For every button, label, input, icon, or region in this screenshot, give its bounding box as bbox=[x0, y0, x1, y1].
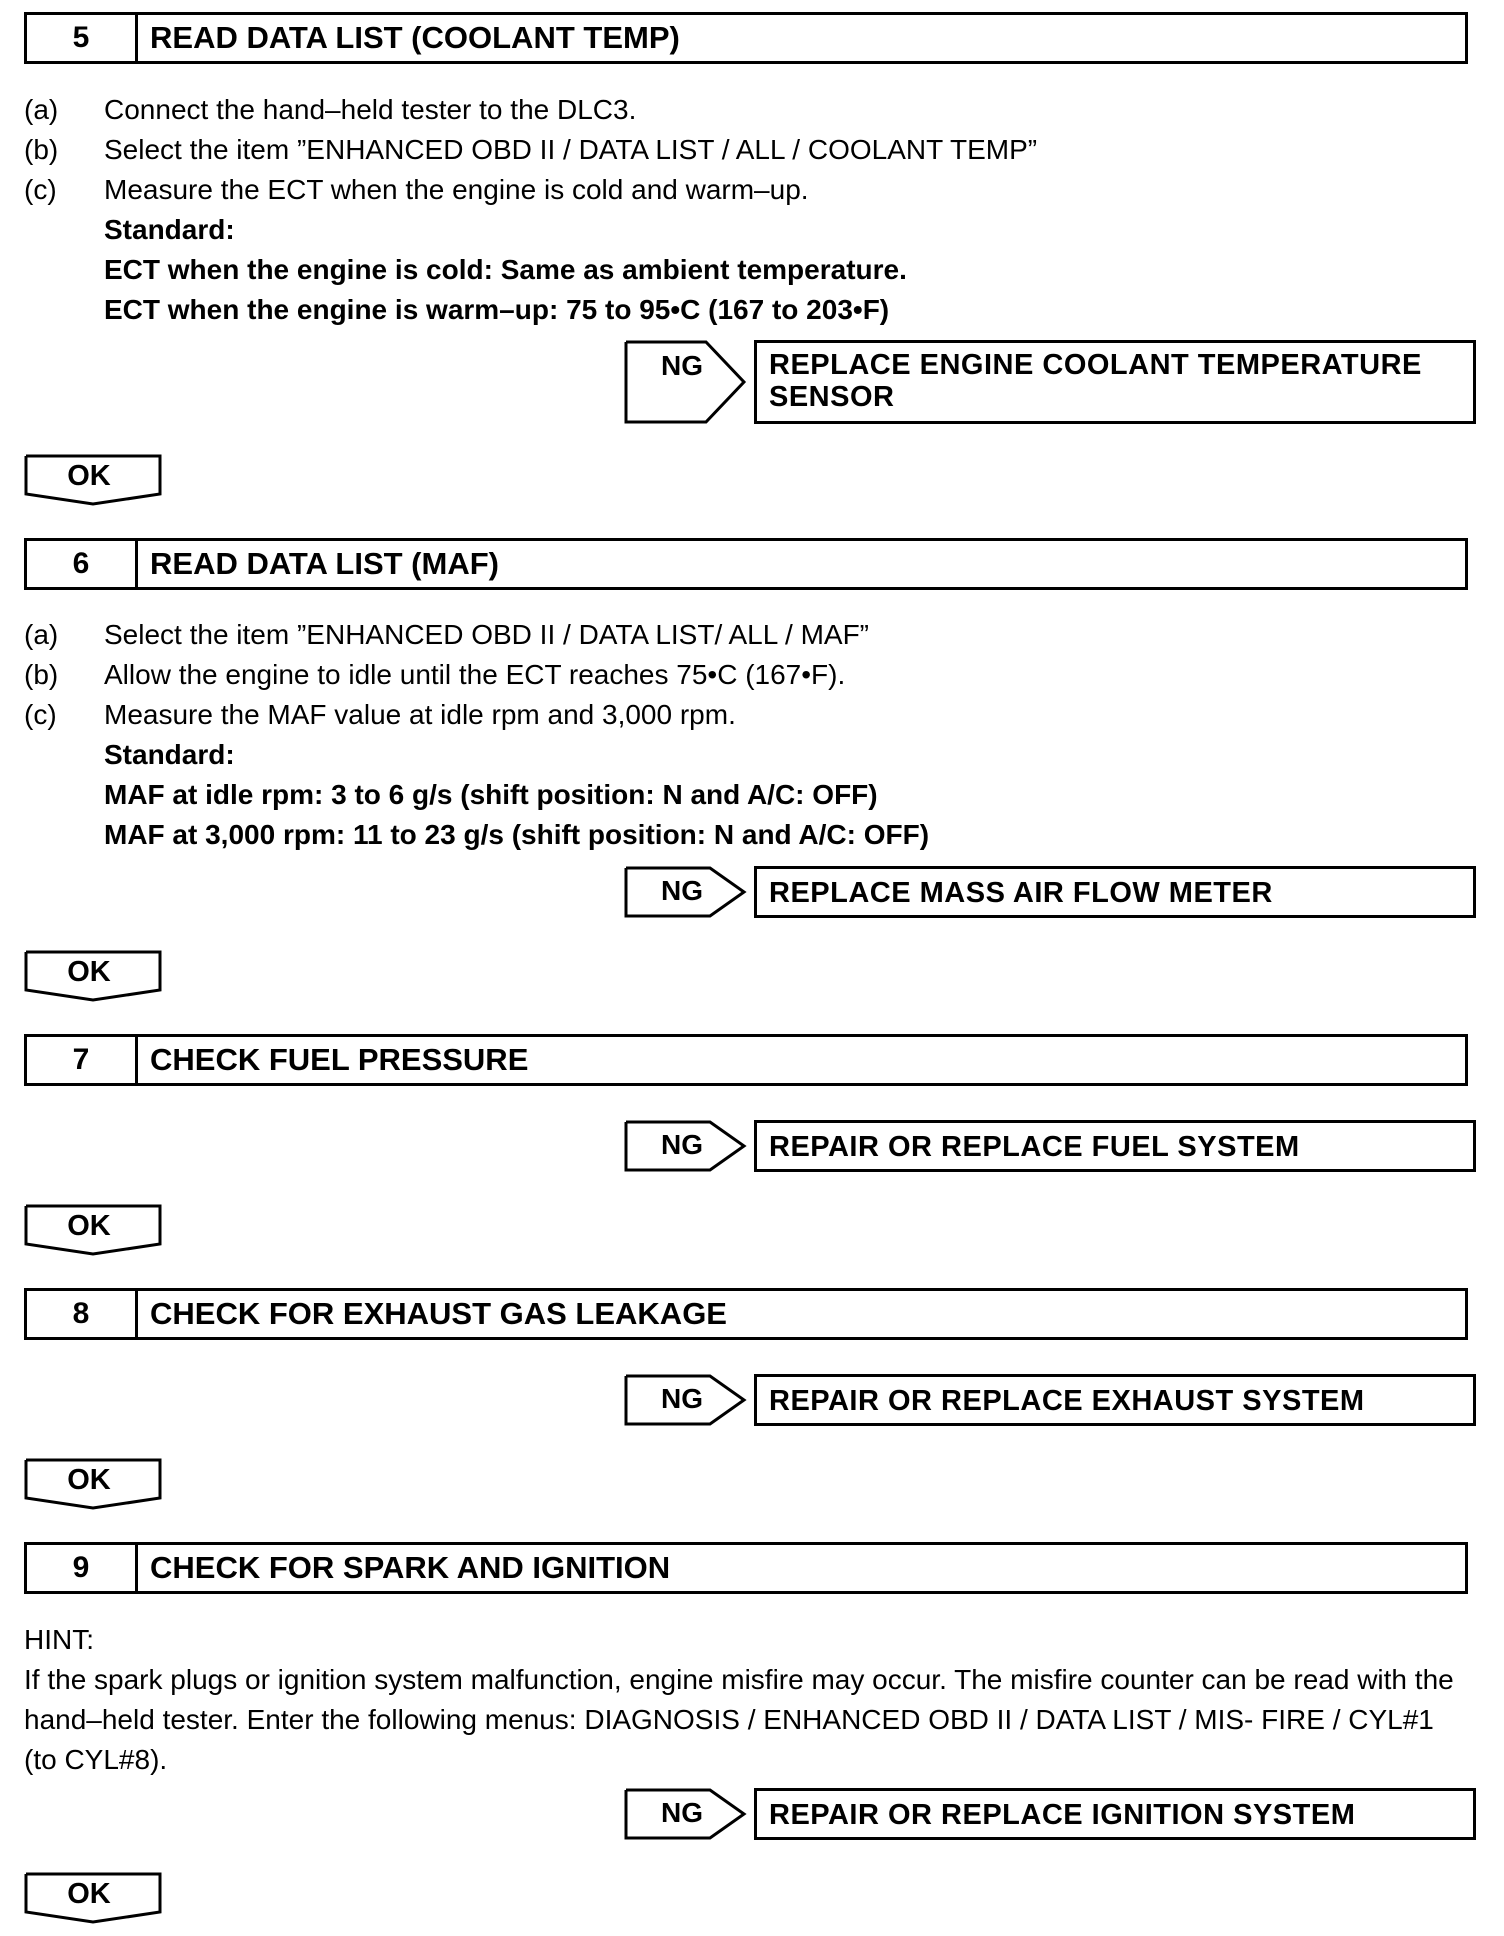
step-number: 8 bbox=[27, 1291, 138, 1337]
item-text: Measure the ECT when the engine is cold and warm–up. bbox=[104, 174, 809, 205]
ok-label: OK bbox=[67, 956, 111, 988]
ng-action-box: REPAIR OR REPLACE IGNITION SYSTEM bbox=[754, 1788, 1476, 1840]
step-8-header bbox=[24, 1288, 1468, 1340]
ok-label: OK bbox=[67, 1464, 111, 1496]
item-text: Connect the hand–held tester to the DLC3. bbox=[104, 94, 637, 125]
ok-branch bbox=[24, 1872, 162, 1924]
ok-branch bbox=[24, 454, 162, 506]
ng-action-box: REPAIR OR REPLACE FUEL SYSTEM bbox=[754, 1120, 1476, 1172]
item-label: (c) bbox=[24, 174, 57, 205]
ng-action-box: REPLACE MASS AIR FLOW METER bbox=[754, 866, 1476, 918]
item-label: (b) bbox=[24, 134, 59, 165]
ng-label: NG bbox=[661, 1797, 703, 1828]
ok-label: OK bbox=[67, 1210, 111, 1242]
list-item bbox=[24, 170, 809, 210]
ng-label: NG bbox=[661, 875, 703, 906]
ok-label: OK bbox=[67, 460, 111, 492]
item-text: Measure the MAF value at idle rpm and 3,000 rpm. bbox=[104, 699, 736, 730]
step-title: CHECK FOR SPARK AND IGNITION bbox=[150, 1550, 671, 1585]
list-item bbox=[24, 695, 736, 735]
item-label: (c) bbox=[24, 699, 57, 730]
list-item bbox=[24, 130, 1037, 170]
standard-label: Standard: bbox=[104, 739, 235, 770]
ng-label: NG bbox=[661, 1383, 703, 1414]
step-title: CHECK FOR EXHAUST GAS LEAKAGE bbox=[150, 1296, 727, 1331]
standard-line: ECT when the engine is cold: Same as ambient temperature. bbox=[104, 254, 907, 285]
step-6-header bbox=[24, 538, 1468, 590]
ok-branch bbox=[24, 950, 162, 1002]
step-title: CHECK FUEL PRESSURE bbox=[150, 1042, 529, 1077]
item-text: Allow the engine to idle until the ECT reaches 75•C (167•F). bbox=[104, 659, 846, 690]
standard-label: Standard: bbox=[104, 214, 235, 245]
standard-line: MAF at 3,000 rpm: 11 to 23 g/s (shift position: N and A/C: OFF) bbox=[104, 819, 930, 850]
action-line: SENSOR bbox=[769, 381, 895, 413]
ng-label: NG bbox=[661, 350, 703, 381]
action-line: REPLACE ENGINE COOLANT TEMPERATURE bbox=[769, 349, 1422, 381]
step-title: READ DATA LIST (COOLANT TEMP) bbox=[150, 20, 680, 55]
step-number: 7 bbox=[27, 1037, 138, 1083]
list-item bbox=[24, 615, 869, 655]
step-number: 5 bbox=[27, 15, 138, 61]
standard-line: MAF at idle rpm: 3 to 6 g/s (shift position: N and A/C: OFF) bbox=[104, 779, 878, 810]
list-item bbox=[24, 655, 845, 695]
step-9-header bbox=[24, 1542, 1468, 1594]
ok-branch bbox=[24, 1204, 162, 1256]
step-7-header bbox=[24, 1034, 1468, 1086]
ok-label: OK bbox=[67, 1878, 111, 1910]
item-text: Select the item ”ENHANCED OBD II / DATA LIST / ALL / COOLANT TEMP” bbox=[104, 134, 1038, 165]
item-text: Select the item ”ENHANCED OBD II / DATA LIST/ ALL / MAF” bbox=[104, 619, 870, 650]
step-5-header bbox=[24, 12, 1468, 64]
list-item bbox=[24, 90, 636, 130]
standard-line: ECT when the engine is warm–up: 75 to 95•C (167 to 203•F) bbox=[104, 294, 890, 325]
step-number: 6 bbox=[27, 541, 138, 587]
item-label: (b) bbox=[24, 659, 59, 690]
item-label: (a) bbox=[24, 619, 59, 650]
ng-action-box bbox=[754, 340, 1476, 424]
item-label: (a) bbox=[24, 94, 59, 125]
step-title: READ DATA LIST (MAF) bbox=[150, 546, 499, 581]
ok-branch bbox=[24, 1458, 162, 1510]
hint-label: HINT: bbox=[24, 1624, 94, 1655]
hint-text: If the spark plugs or ignition system malfunction, engine misfire may occur. The misfire counter can be read with the hand–held tester. Enter the following menus: DIAGNOSIS / ENHANCED OBD II / DATA LIST / MIS- FIRE / CYL#1 (to CYL#8). bbox=[24, 1664, 1454, 1775]
ng-action-box: REPAIR OR REPLACE EXHAUST SYSTEM bbox=[754, 1374, 1476, 1426]
step-number: 9 bbox=[27, 1545, 138, 1591]
ng-label: NG bbox=[661, 1129, 703, 1160]
